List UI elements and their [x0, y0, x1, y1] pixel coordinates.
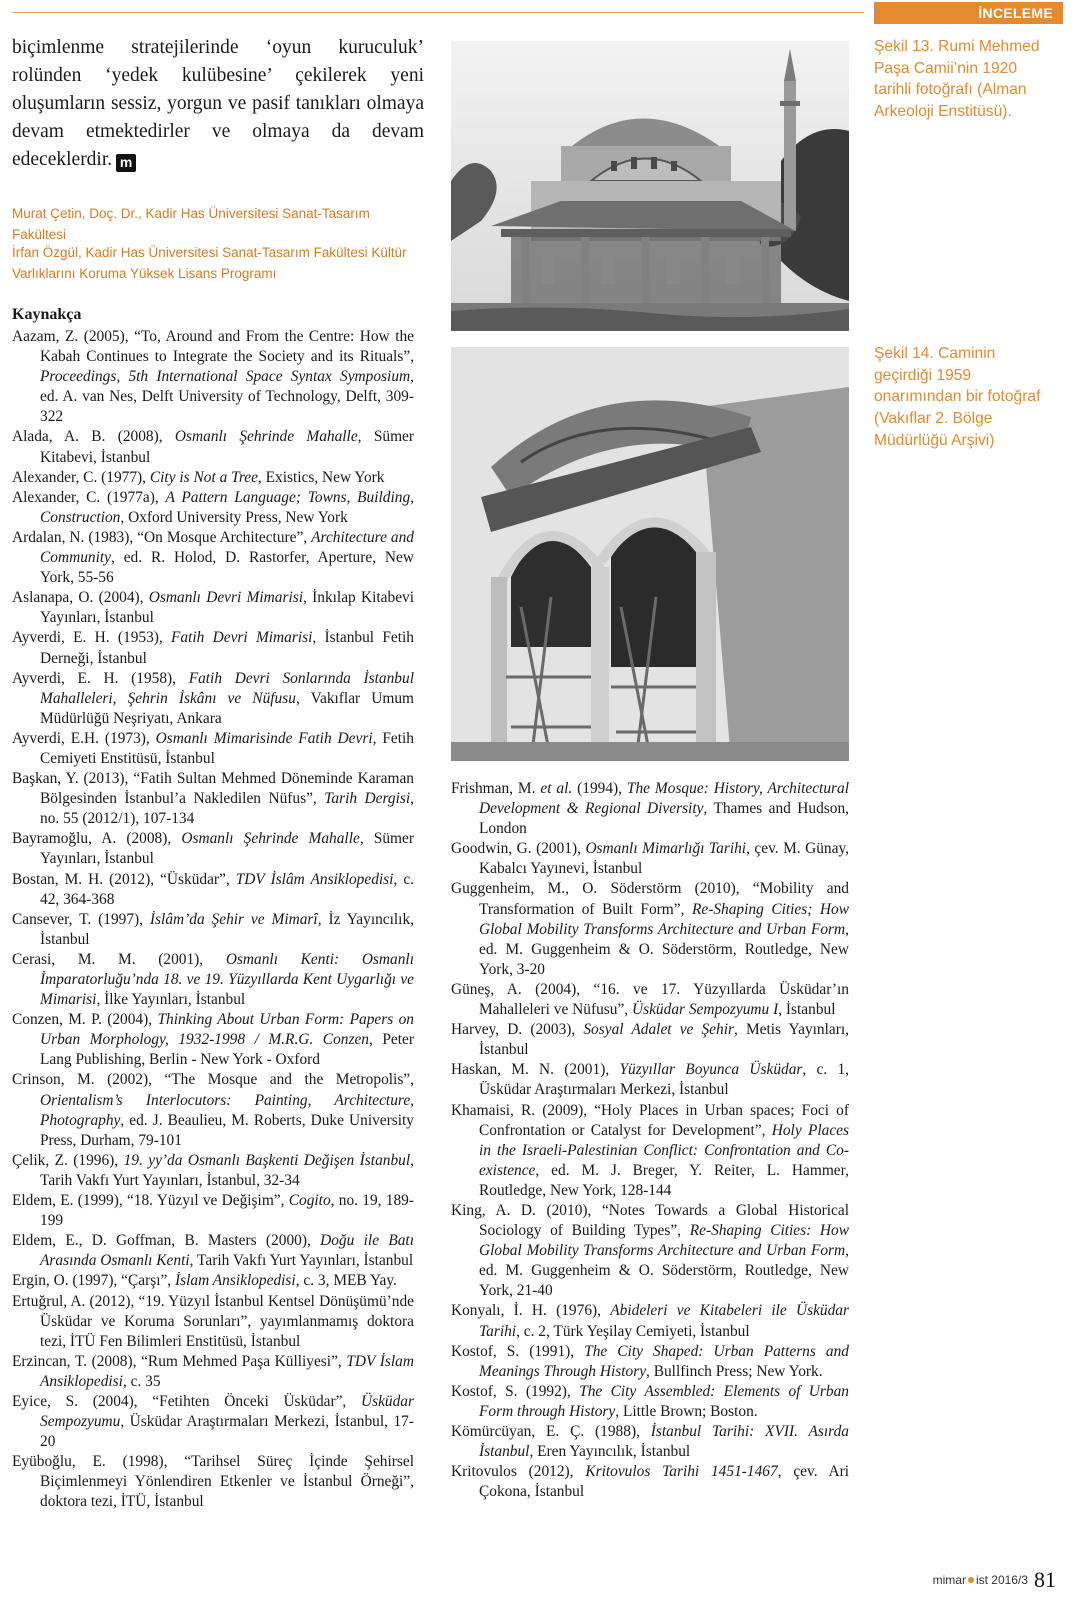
reference-entry: Frishman, M. et al. (1994), The Mosque: History, Architectural Development & Regional Diversity, Thames and Hudson, London — [451, 780, 849, 838]
references-left-column — [12, 327, 414, 1513]
reference-entry: Goodwin, G. (2001), Osmanlı Mimarlığı Tarihi, çev. M. Günay, Kabalcı Yayınevi, İstanbul — [451, 840, 849, 878]
lead-paragraph — [12, 34, 424, 174]
author-note-2: İrfan Özgül, Kadir Has Üniversitesi Sanat-Tasarım Fakültesi Kültür Varlıklarını Koruma Yüksek Lisans Programı — [12, 245, 407, 281]
reference-entry: Aazam, Z. (2005), “To, Around and From the Centre: How the Kabah Continues to Integrate the Society and its Rituals”, Proceedings, 5th International Space Syntax Symposium, ed. A. van Nes, Delft University of Technology, Delft, 309-322 — [12, 328, 414, 426]
reference-entry: Eyice, S. (2004), “Fetihten Önceki Üsküdar”, Üsküdar Sempozyumu, Üsküdar Araştırmaları Merkezi, İstanbul, 17-20 — [12, 1392, 414, 1451]
reference-entry: Kritovulos (2012), Kritovulos Tarihi 1451-1467, çev. Ari Çokona, İstanbul — [451, 1463, 850, 1501]
figure-13-caption: Şekil 13. Rumi Mehmed Paşa Camii’nin 1920 tarihli fotoğrafı (Alman Arkeoloji Enstitüsü). — [874, 38, 1040, 121]
reference-entry: Kostof, S. (1991), The City Shaped: Urban Patterns and Meanings Through History, Bullfinch Press; New York. — [451, 1342, 849, 1380]
reference-entry: Başkan, Y. (2013), “Fatih Sultan Mehmed Döneminde Karaman Bölgesinden İstanbul’a Nakledilen Nüfus”, Tarih Dergisi, no. 55 (2012/1), 107-134 — [12, 770, 414, 828]
reference-entry: Aslanapa, O. (2004), Osmanlı Devri Mimarisi, İnkılap Kitabevi Yayınları, İstanbul — [12, 589, 414, 627]
reference-entry: Harvey, D. (2003), Sosyal Adalet ve Şehir, Metis Yayınları, İstanbul — [451, 1021, 849, 1059]
reference-entry: Guggenheim, M., O. Söderstörm (2010), “Mobility and Transformation of Built Form”, Re-Shaping Cities; How Global Mobility Transforms Architecture and Urban Form, ed. M. Guggenheim & O. Söderstörm, Routledge, New York, 3-20 — [451, 880, 849, 978]
reference-entry: Cansever, T. (1997), İslâm’da Şehir ve Mimarî, İz Yayıncılık, İstanbul — [12, 910, 415, 948]
magazine-name-right: ist 2016/3 — [975, 1573, 1028, 1587]
reference-entry: Erzincan, T. (2008), “Rum Mehmed Paşa Külliyesi”, TDV İslam Ansiklopedisi, c. 35 — [12, 1352, 414, 1390]
page-folio — [933, 1567, 1056, 1593]
reference-entry: Ergin, O. (1997), “Çarşı”, İslam Ansiklopedisi, c. 3, MEB Yay. — [12, 1272, 397, 1290]
section-label: İNCELEME — [874, 2, 1063, 24]
reference-entry: Cerasi, M. M. (2001), Osmanlı Kenti: Osmanlı İmparatorluğu’nda 18. ve 19. Yüzyıllarda Kent Uygarlığı ve Mimarisi, İlke Yayınları, İstanbul — [12, 950, 414, 1009]
reference-entry: King, A. D. (2010), “Notes Towards a Global Historical Sociology of Building Types”, Re-Shaping Cities: How Global Mobility Transforms Architecture and Urban Form, ed. M. Guggenheim & O. Söderstörm, Routledge, New York, 21-40 — [451, 1201, 849, 1300]
header-rule — [12, 12, 864, 13]
magazine-name-left: mimar — [932, 1573, 966, 1587]
mosque-1959-restoration-photo — [451, 347, 849, 761]
reference-entry: Ardalan, N. (1983), “On Mosque Architecture”, Architecture and Community, ed. R. Holod, D. Rastorfer, Aperture, New York, 55-56 — [12, 528, 414, 587]
mosque-1920-photo — [451, 41, 849, 331]
page-number: 81 — [1034, 1567, 1056, 1592]
author-note-1: Murat Çetin, Doç. Dr., Kadir Has Üniversitesi Sanat-Tasarım Fakültesi — [12, 206, 370, 242]
reference-entry: Ayverdi, E.H. (1973), Osmanlı Mimarisinde Fatih Devri, Fetih Cemiyeti Enstitüsü, İstanbul — [12, 729, 414, 767]
reference-entry: Konyalı, İ. H. (1976), Abideleri ve Kitabeleri ile Üsküdar Tarihi, c. 2, Türk Yeşilay Cemiyeti, İstanbul — [451, 1302, 849, 1340]
reference-entry: Eldem, E., D. Goffman, B. Masters (2000), Doğu ile Batı Arasında Osmanlı Kenti, Tarih Vakfı Yurt Yayınları, İstanbul — [12, 1232, 414, 1270]
reference-entry: Alexander, C. (1977), City is Not a Tree, Existics, New York — [12, 468, 385, 486]
reference-entry: Ayverdi, E. H. (1958), Fatih Devri Sonlarında İstanbul Mahalleleri, Şehrin İskânı ve Nüfusu, Vakıflar Umum Müdürlüğü Neşriyatı, Ankara — [12, 669, 414, 727]
lead-text: biçimlenme stratejilerinde ‘oyun kuruculuk’ rolünden ‘yedek kulübesine’ çekilerek yeni oluşumların sessiz, yorgun ve pasif tanıkları olmaya devam etmektedirler ve olmaya da devam edeceklerdir. — [12, 37, 424, 170]
figure-14-caption: Şekil 14. Caminin geçirdiği 1959 onarımından bir fotoğraf (Vakıflar 2. Bölge Müdürlüğü Arşivi) — [874, 345, 1041, 449]
reference-entry: Bostan, M. H. (2012), “Üsküdar”, TDV İslâm Ansiklopedisi, c. 42, 364-368 — [12, 870, 415, 908]
magazine-dot-icon — [968, 1577, 974, 1583]
reference-entry: Crinson, M. (2002), “The Mosque and the Metropolis”, Orientalism’s Interlocutors: Painting, Architecture, Photography, ed. J. Beaulieu, M. Roberts, Duke University Press, Durham, 79-101 — [12, 1071, 414, 1149]
reference-entry: Güneş, A. (2004), “16. ve 17. Yüzyıllarda Üsküdar’ın Mahalleleri ve Nüfusu”, Üsküdar Sempozyumu I, İstanbul — [451, 980, 849, 1019]
reference-entry: Kostof, S. (1992), The City Assembled: Elements of Urban Form through History, Little Brown; Boston. — [451, 1382, 849, 1420]
reference-entry: Ayverdi, E. H. (1953), Fatih Devri Mimarisi, İstanbul Fetih Derneği, İstanbul — [12, 629, 414, 667]
reference-entry: Çelik, Z. (1996), 19. yy’da Osmanlı Başkenti Değişen İstanbul, Tarih Vakfı Yurt Yayınları, İstanbul, 32-34 — [12, 1151, 414, 1189]
references-title: Kaynakça — [12, 306, 82, 323]
reference-entry: Bayramoğlu, A. (2008), Osmanlı Şehrinde Mahalle, Sümer Yayınları, İstanbul — [12, 830, 414, 868]
reference-entry: Kömürcüyan, E. Ç. (1988), İstanbul Tarihi: XVII. Asırda İstanbul, Eren Yayıncılık, İstanbul — [451, 1423, 849, 1461]
reference-entry: Conzen, M. P. (2004), Thinking About Urban Form: Papers on Urban Morphology, 1932-1998 / M.R.G. Conzen, Peter Lang Publishing, Berlin - New York - Oxford — [12, 1011, 414, 1069]
reference-entry: Alada, A. B. (2008), Osmanlı Şehrinde Mahalle, Sümer Kitabevi, İstanbul — [12, 428, 415, 466]
mimarist-logo-icon: m — [116, 154, 136, 172]
restoration-photo-illustration — [451, 347, 849, 761]
reference-entry: Ertuğrul, A. (2012), “19. Yüzyıl İstanbul Kentsel Dönüşümü’nde Üsküdar ve Koruma Sorunları”, yayımlanmamış doktora tezi, İTÜ Fen Bilimleri Enstitüsü, İstanbul — [12, 1292, 414, 1350]
reference-entry: Khamaisi, R. (2009), “Holy Places in Urban spaces; Foci of Confrontation or Catalyst for Development”, Holy Places in the Israeli-Palestinian Conflict: Confrontation and Co-existence, ed. M. J. Breger, Y. Reiter, L. Hammer, Routledge, New York, 128-144 — [451, 1101, 849, 1199]
reference-entry: Alexander, C. (1977a), A Pattern Language; Towns, Building, Construction, Oxford University Press, New York — [12, 488, 414, 526]
references-right-column — [451, 779, 849, 1502]
reference-entry: Haskan, M. N. (2001), Yüzyıllar Boyunca Üsküdar, c. 1, Üsküdar Araştırmaları Merkezi, İstanbul — [451, 1061, 849, 1099]
reference-entry: Eldem, E. (1999), “18. Yüzyıl ve Değişim”, Cogito, no. 19, 189-199 — [12, 1192, 414, 1230]
mosque-photo-illustration — [451, 41, 849, 331]
reference-entry: Eyüboğlu, E. (1998), “Tarihsel Süreç İçinde Şehirsel Biçimlenmeyi Yönlendiren Etkenler ve İstanbul Örneği”, doktora tezi, İTÜ, İstanbul — [12, 1453, 414, 1511]
